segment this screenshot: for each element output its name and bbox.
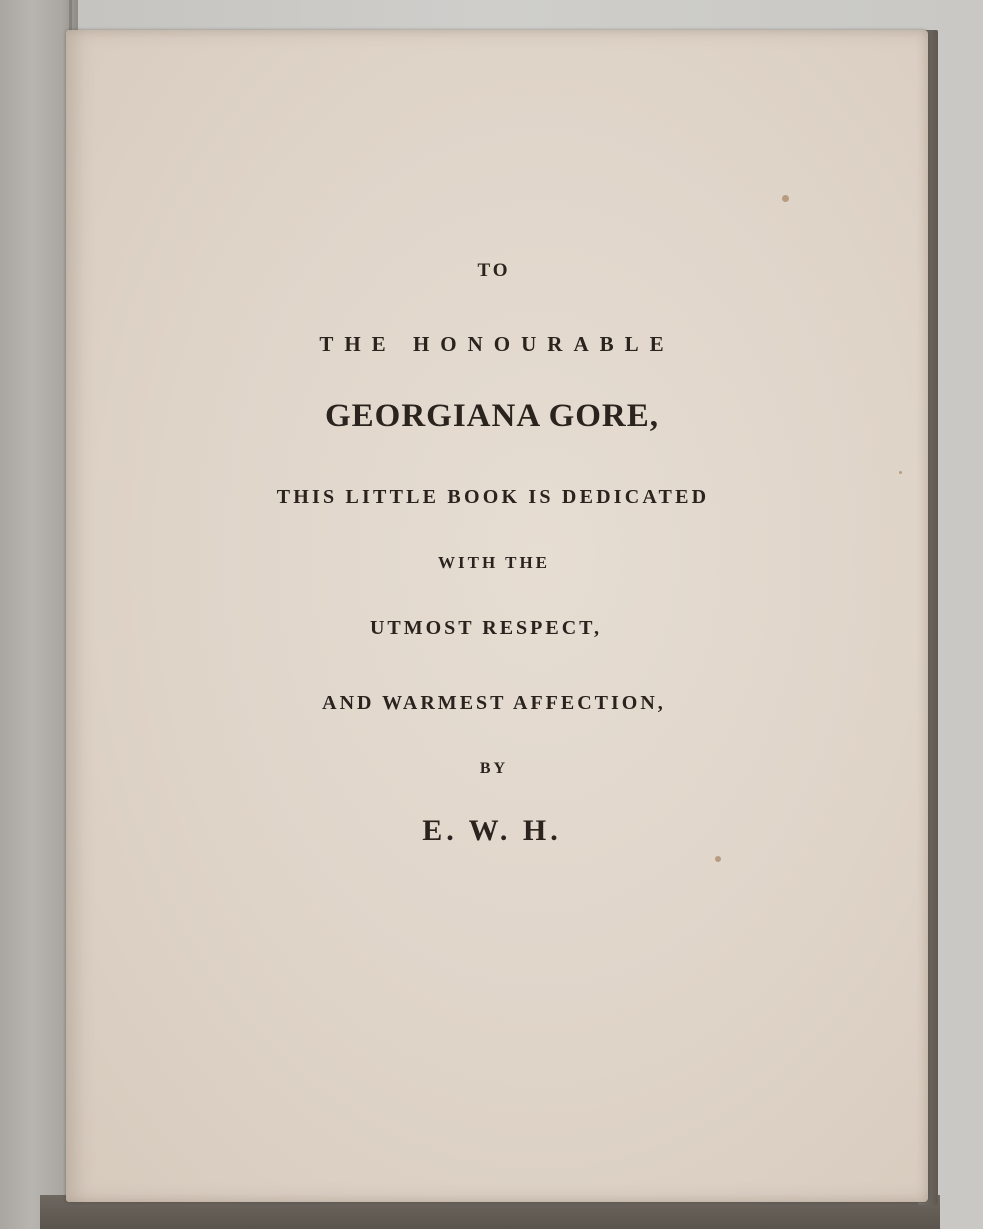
dedication-name: GEORGIANA GORE, [324, 398, 660, 434]
dedication-line-4: AND WARMEST AFFECTION, [322, 692, 666, 714]
dedication-line-1: THIS LITTLE BOOK IS DEDICATED [276, 486, 710, 508]
foxing-spot [899, 471, 902, 474]
dedication-to: TO [477, 260, 511, 281]
dedication-by: BY [479, 760, 509, 777]
dedication-page [66, 30, 928, 1202]
foxing-spot [715, 856, 721, 862]
dedication-signature: E. W. H. [422, 814, 562, 847]
dedication-line-2: WITH THE [437, 553, 551, 572]
foxing-spot [782, 195, 789, 202]
dedication-title-prefix: THE HONOURABLE [319, 332, 675, 356]
dedication-line-3: UTMOST RESPECT, [369, 617, 603, 639]
